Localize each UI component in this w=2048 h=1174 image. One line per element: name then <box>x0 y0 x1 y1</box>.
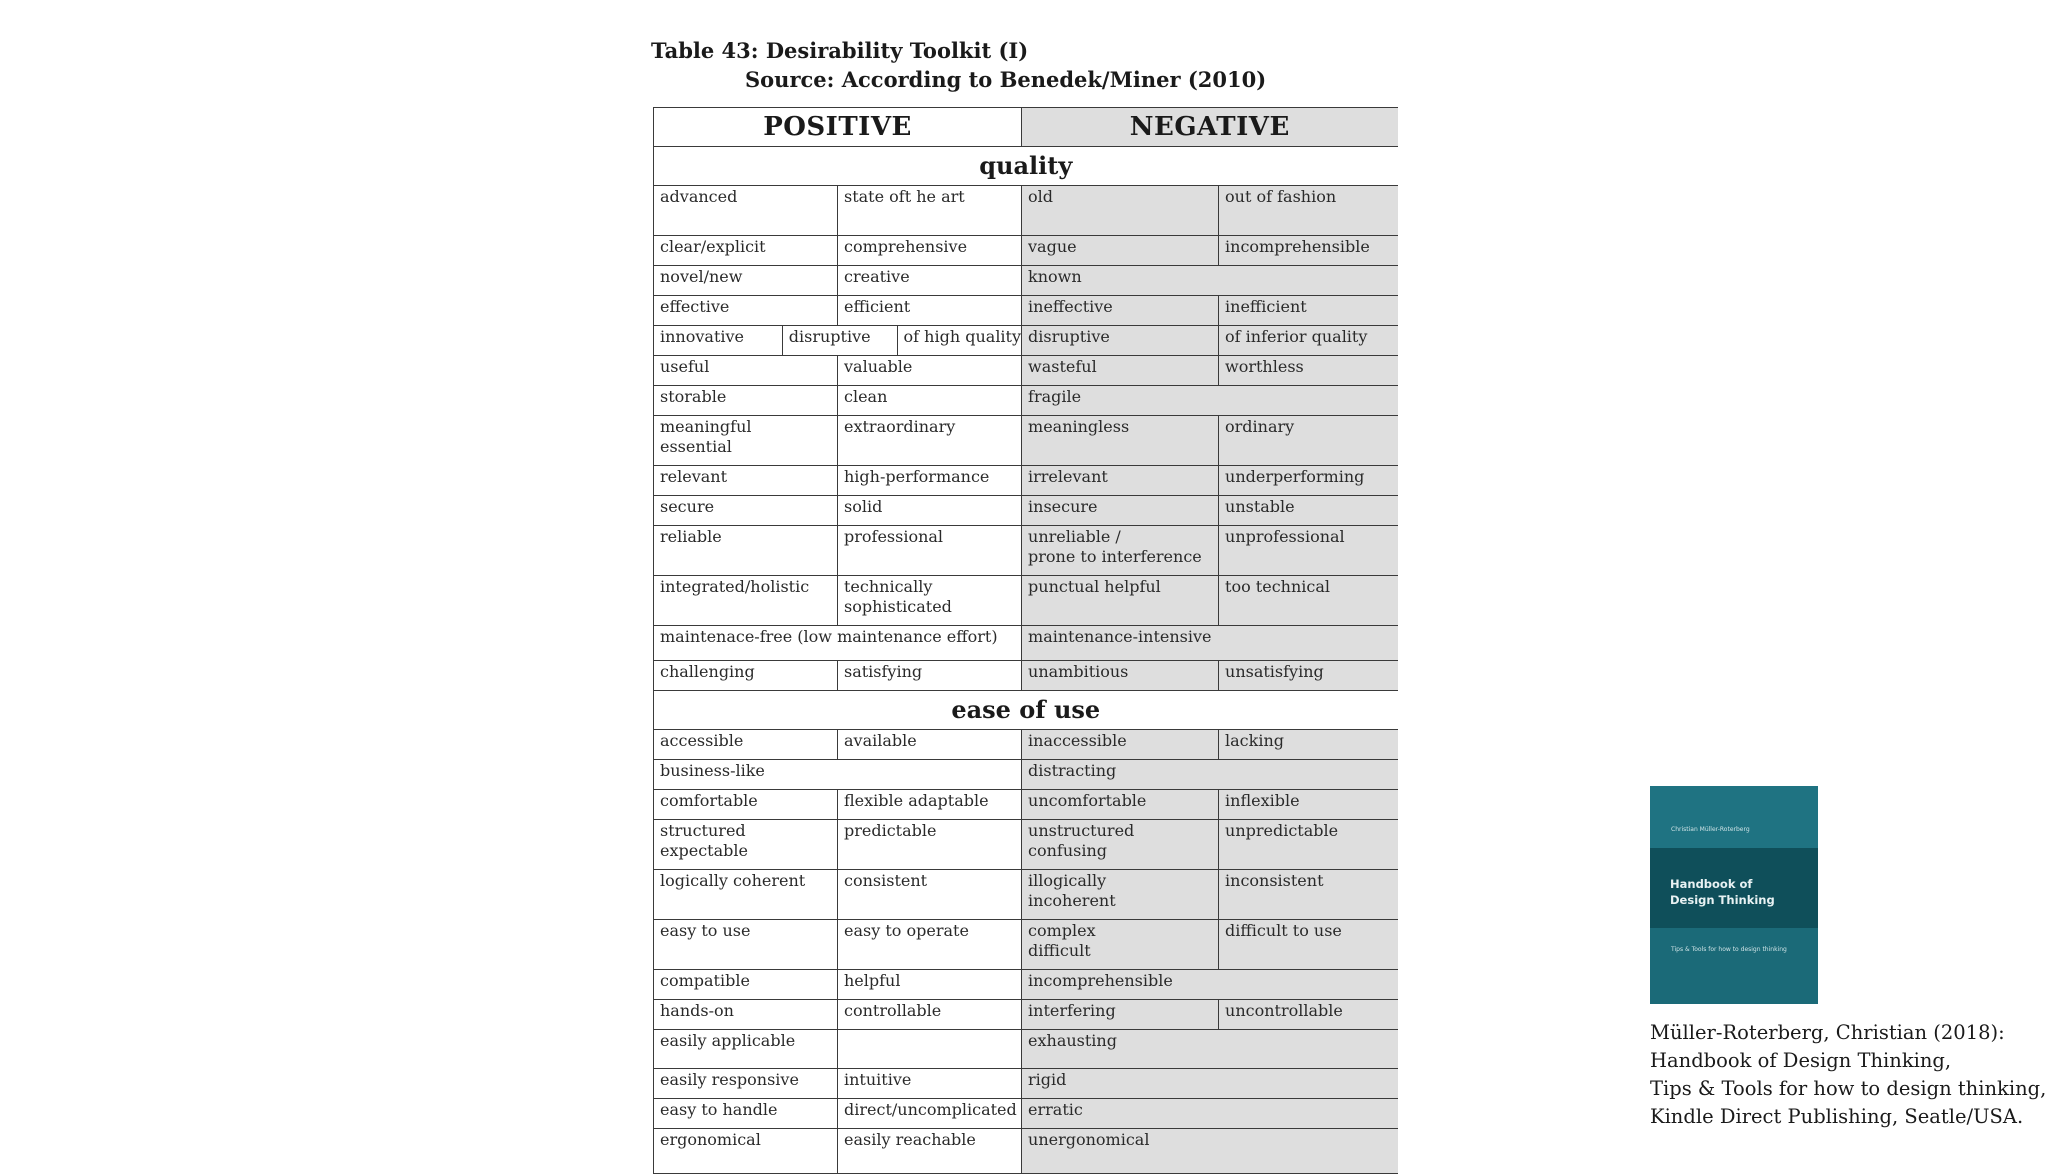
table-cell: easy to operate <box>838 920 1022 970</box>
table-row <box>654 1069 1398 1099</box>
table-cell: rigid <box>1022 1069 1398 1099</box>
table-cell: secure <box>654 496 838 526</box>
table-cell: extraordinary <box>838 416 1022 466</box>
table-cell: interfering <box>1022 1000 1219 1030</box>
caption-title: Table 43: Desirability Toolkit (I) <box>651 38 1029 63</box>
table-cell: unergonomical <box>1022 1129 1398 1174</box>
table-cell: easy to handle <box>654 1099 838 1129</box>
table-cell: satisfying <box>838 661 1022 691</box>
table-cell: accessible <box>654 730 838 760</box>
table-cell: ergonomical <box>654 1129 838 1174</box>
table-row <box>654 920 1398 970</box>
table-row <box>654 970 1398 1000</box>
table-cell: efficient <box>838 296 1022 326</box>
table-cell: wasteful <box>1022 356 1219 386</box>
cell-line: complex <box>1028 921 1096 940</box>
book-cover-image <box>1650 786 1818 1004</box>
citation-line: Handbook of Design Thinking, <box>1650 1049 1952 1072</box>
table-cell: innovative <box>654 326 783 355</box>
table-cell: available <box>838 730 1022 760</box>
table-cell: hands-on <box>654 1000 838 1030</box>
table-row <box>654 326 1398 356</box>
table-row <box>654 356 1398 386</box>
table-row <box>654 1030 1398 1069</box>
table-cell: easily responsive <box>654 1069 838 1099</box>
table-cell: underperforming <box>1219 466 1398 496</box>
table-row <box>654 236 1398 266</box>
table-caption <box>651 36 1266 94</box>
table-cell: professional <box>838 526 1022 576</box>
table-cell: maintenance-intensive <box>1022 626 1398 661</box>
table-row <box>654 1129 1398 1174</box>
cell-line: sophisticated <box>844 597 952 616</box>
table-cell: inconsistent <box>1219 870 1398 920</box>
book-title-line: Design Thinking <box>1670 893 1775 907</box>
table-cell: intuitive <box>838 1069 1022 1099</box>
table-cell: uncontrollable <box>1219 1000 1398 1030</box>
table-cell: easily applicable <box>654 1030 838 1069</box>
table-cell: predictable <box>838 820 1022 870</box>
table-cell: novel/new <box>654 266 838 296</box>
table-cell: inaccessible <box>1022 730 1219 760</box>
citation <box>1650 1019 2046 1131</box>
table-cell: logically coherent <box>654 870 838 920</box>
table-cell: incomprehensible <box>1022 970 1398 1000</box>
table-row <box>654 466 1398 496</box>
table-cell <box>1022 820 1219 870</box>
table-row <box>654 266 1398 296</box>
table-cell: ineffective <box>1022 296 1219 326</box>
table-cell: out of fashion <box>1219 186 1398 236</box>
table-cell: comfortable <box>654 790 838 820</box>
cell-line: incoherent <box>1028 891 1116 910</box>
table-row <box>654 1000 1398 1030</box>
table-cell: compatible <box>654 970 838 1000</box>
section-row <box>654 147 1398 186</box>
caption-source: Source: According to Benedek/Miner (2010) <box>745 67 1267 92</box>
table-cell: creative <box>838 266 1022 296</box>
table-header-row <box>654 108 1398 147</box>
table-cell-split <box>654 326 1022 356</box>
table-cell: clear/explicit <box>654 236 838 266</box>
table-cell: exhausting <box>1022 1030 1398 1069</box>
section-title-quality: quality <box>654 147 1398 186</box>
table-cell <box>654 820 838 870</box>
cell-line: confusing <box>1028 841 1108 860</box>
table-cell: comprehensive <box>838 236 1022 266</box>
table-cell: effective <box>654 296 838 326</box>
table-cell: storable <box>654 386 838 416</box>
table-cell: unsatisfying <box>1219 661 1398 691</box>
cell-line: unstructured <box>1028 821 1135 840</box>
table-row <box>654 820 1398 870</box>
book-author: Christian Müller-Roterberg <box>1671 826 1750 833</box>
table-cell: consistent <box>838 870 1022 920</box>
table-cell <box>838 1030 1022 1069</box>
table-cell: high-performance <box>838 466 1022 496</box>
table-cell: ordinary <box>1219 416 1398 466</box>
table-cell: clean <box>838 386 1022 416</box>
table-cell: disruptive <box>783 326 898 355</box>
table-cell <box>1022 870 1219 920</box>
table-row <box>654 386 1398 416</box>
table-cell: difficult to use <box>1219 920 1398 970</box>
table-cell: unambitious <box>1022 661 1219 691</box>
table-row <box>654 526 1398 576</box>
cell-line: expectable <box>660 841 748 860</box>
table-cell: inflexible <box>1219 790 1398 820</box>
cell-line: technically <box>844 577 933 596</box>
table-row <box>654 576 1398 626</box>
table-cell: helpful <box>838 970 1022 1000</box>
table-cell: known <box>1022 266 1398 296</box>
table-cell: direct/uncomplicated <box>838 1099 1022 1129</box>
table-cell: of inferior quality <box>1219 326 1398 356</box>
book-title <box>1670 876 1775 908</box>
table-cell: state oft he art <box>838 186 1022 236</box>
table-cell: business-like <box>654 760 1022 790</box>
table-cell: advanced <box>654 186 838 236</box>
desirability-table <box>653 107 1398 1174</box>
header-positive: POSITIVE <box>654 108 1022 147</box>
cell-line: illogically <box>1028 871 1107 890</box>
section-row <box>654 691 1398 730</box>
table-cell: of high quality <box>903 327 1022 346</box>
table-row <box>654 186 1398 236</box>
table-cell: vague <box>1022 236 1219 266</box>
table-cell: meaningless <box>1022 416 1219 466</box>
table-cell: disruptive <box>1022 326 1219 356</box>
table-cell: solid <box>838 496 1022 526</box>
table-cell: unprofessional <box>1219 526 1398 576</box>
table-cell <box>1022 526 1219 576</box>
table-cell: reliable <box>654 526 838 576</box>
table-cell: punctual helpful <box>1022 576 1219 626</box>
cell-line: prone to interference <box>1028 547 1202 566</box>
table-cell: worthless <box>1219 356 1398 386</box>
table-cell: distracting <box>1022 760 1398 790</box>
book-title-line: Handbook of <box>1670 877 1753 891</box>
book-subtitle: Tips & Tools for how to design thinking <box>1671 946 1787 953</box>
table-cell: fragile <box>1022 386 1398 416</box>
cell-line: essential <box>660 437 732 456</box>
table-row <box>654 296 1398 326</box>
book-cover-top <box>1650 786 1818 848</box>
cell-line: meaningful <box>660 417 752 436</box>
table-cell: maintenace-free (low maintenance effort) <box>654 626 1022 661</box>
table-cell: easily reachable <box>838 1129 1022 1174</box>
table-cell: challenging <box>654 661 838 691</box>
cell-line: structured <box>660 821 746 840</box>
table-cell: uncomfortable <box>1022 790 1219 820</box>
table-cell <box>838 576 1022 626</box>
table-cell: useful <box>654 356 838 386</box>
header-negative: NEGATIVE <box>1022 108 1398 147</box>
table-cell <box>1022 920 1219 970</box>
table-cell: too technical <box>1219 576 1398 626</box>
table-row <box>654 870 1398 920</box>
table-row <box>654 790 1398 820</box>
table-row <box>654 416 1398 466</box>
table-cell: erratic <box>1022 1099 1398 1129</box>
table-cell: insecure <box>1022 496 1219 526</box>
table-row <box>654 1099 1398 1129</box>
citation-line: Tips & Tools for how to design thinking, <box>1650 1077 2047 1100</box>
citation-line: Kindle Direct Publishing, Seatle/USA. <box>1650 1105 2024 1128</box>
table-cell: integrated/holistic <box>654 576 838 626</box>
table-cell <box>654 416 838 466</box>
table-cell: easy to use <box>654 920 838 970</box>
table-cell: irrelevant <box>1022 466 1219 496</box>
table-row <box>654 626 1398 661</box>
table-cell: relevant <box>654 466 838 496</box>
table-cell: old <box>1022 186 1219 236</box>
table-cell: controllable <box>838 1000 1022 1030</box>
table-cell: valuable <box>838 356 1022 386</box>
cell-line: difficult <box>1028 941 1091 960</box>
table-cell: flexible adaptable <box>838 790 1022 820</box>
citation-line: Müller-Roterberg, Christian (2018): <box>1650 1021 2005 1044</box>
table-cell: inefficient <box>1219 296 1398 326</box>
table-cell: incomprehensible <box>1219 236 1398 266</box>
table-cell: unpredictable <box>1219 820 1398 870</box>
table-row <box>654 661 1398 691</box>
table-cell: unstable <box>1219 496 1398 526</box>
table-row <box>654 496 1398 526</box>
table-row <box>654 730 1398 760</box>
table-cell: lacking <box>1219 730 1398 760</box>
cell-line: unreliable / <box>1028 527 1121 546</box>
section-title-ease-of-use: ease of use <box>654 691 1398 730</box>
table-row <box>654 760 1398 790</box>
